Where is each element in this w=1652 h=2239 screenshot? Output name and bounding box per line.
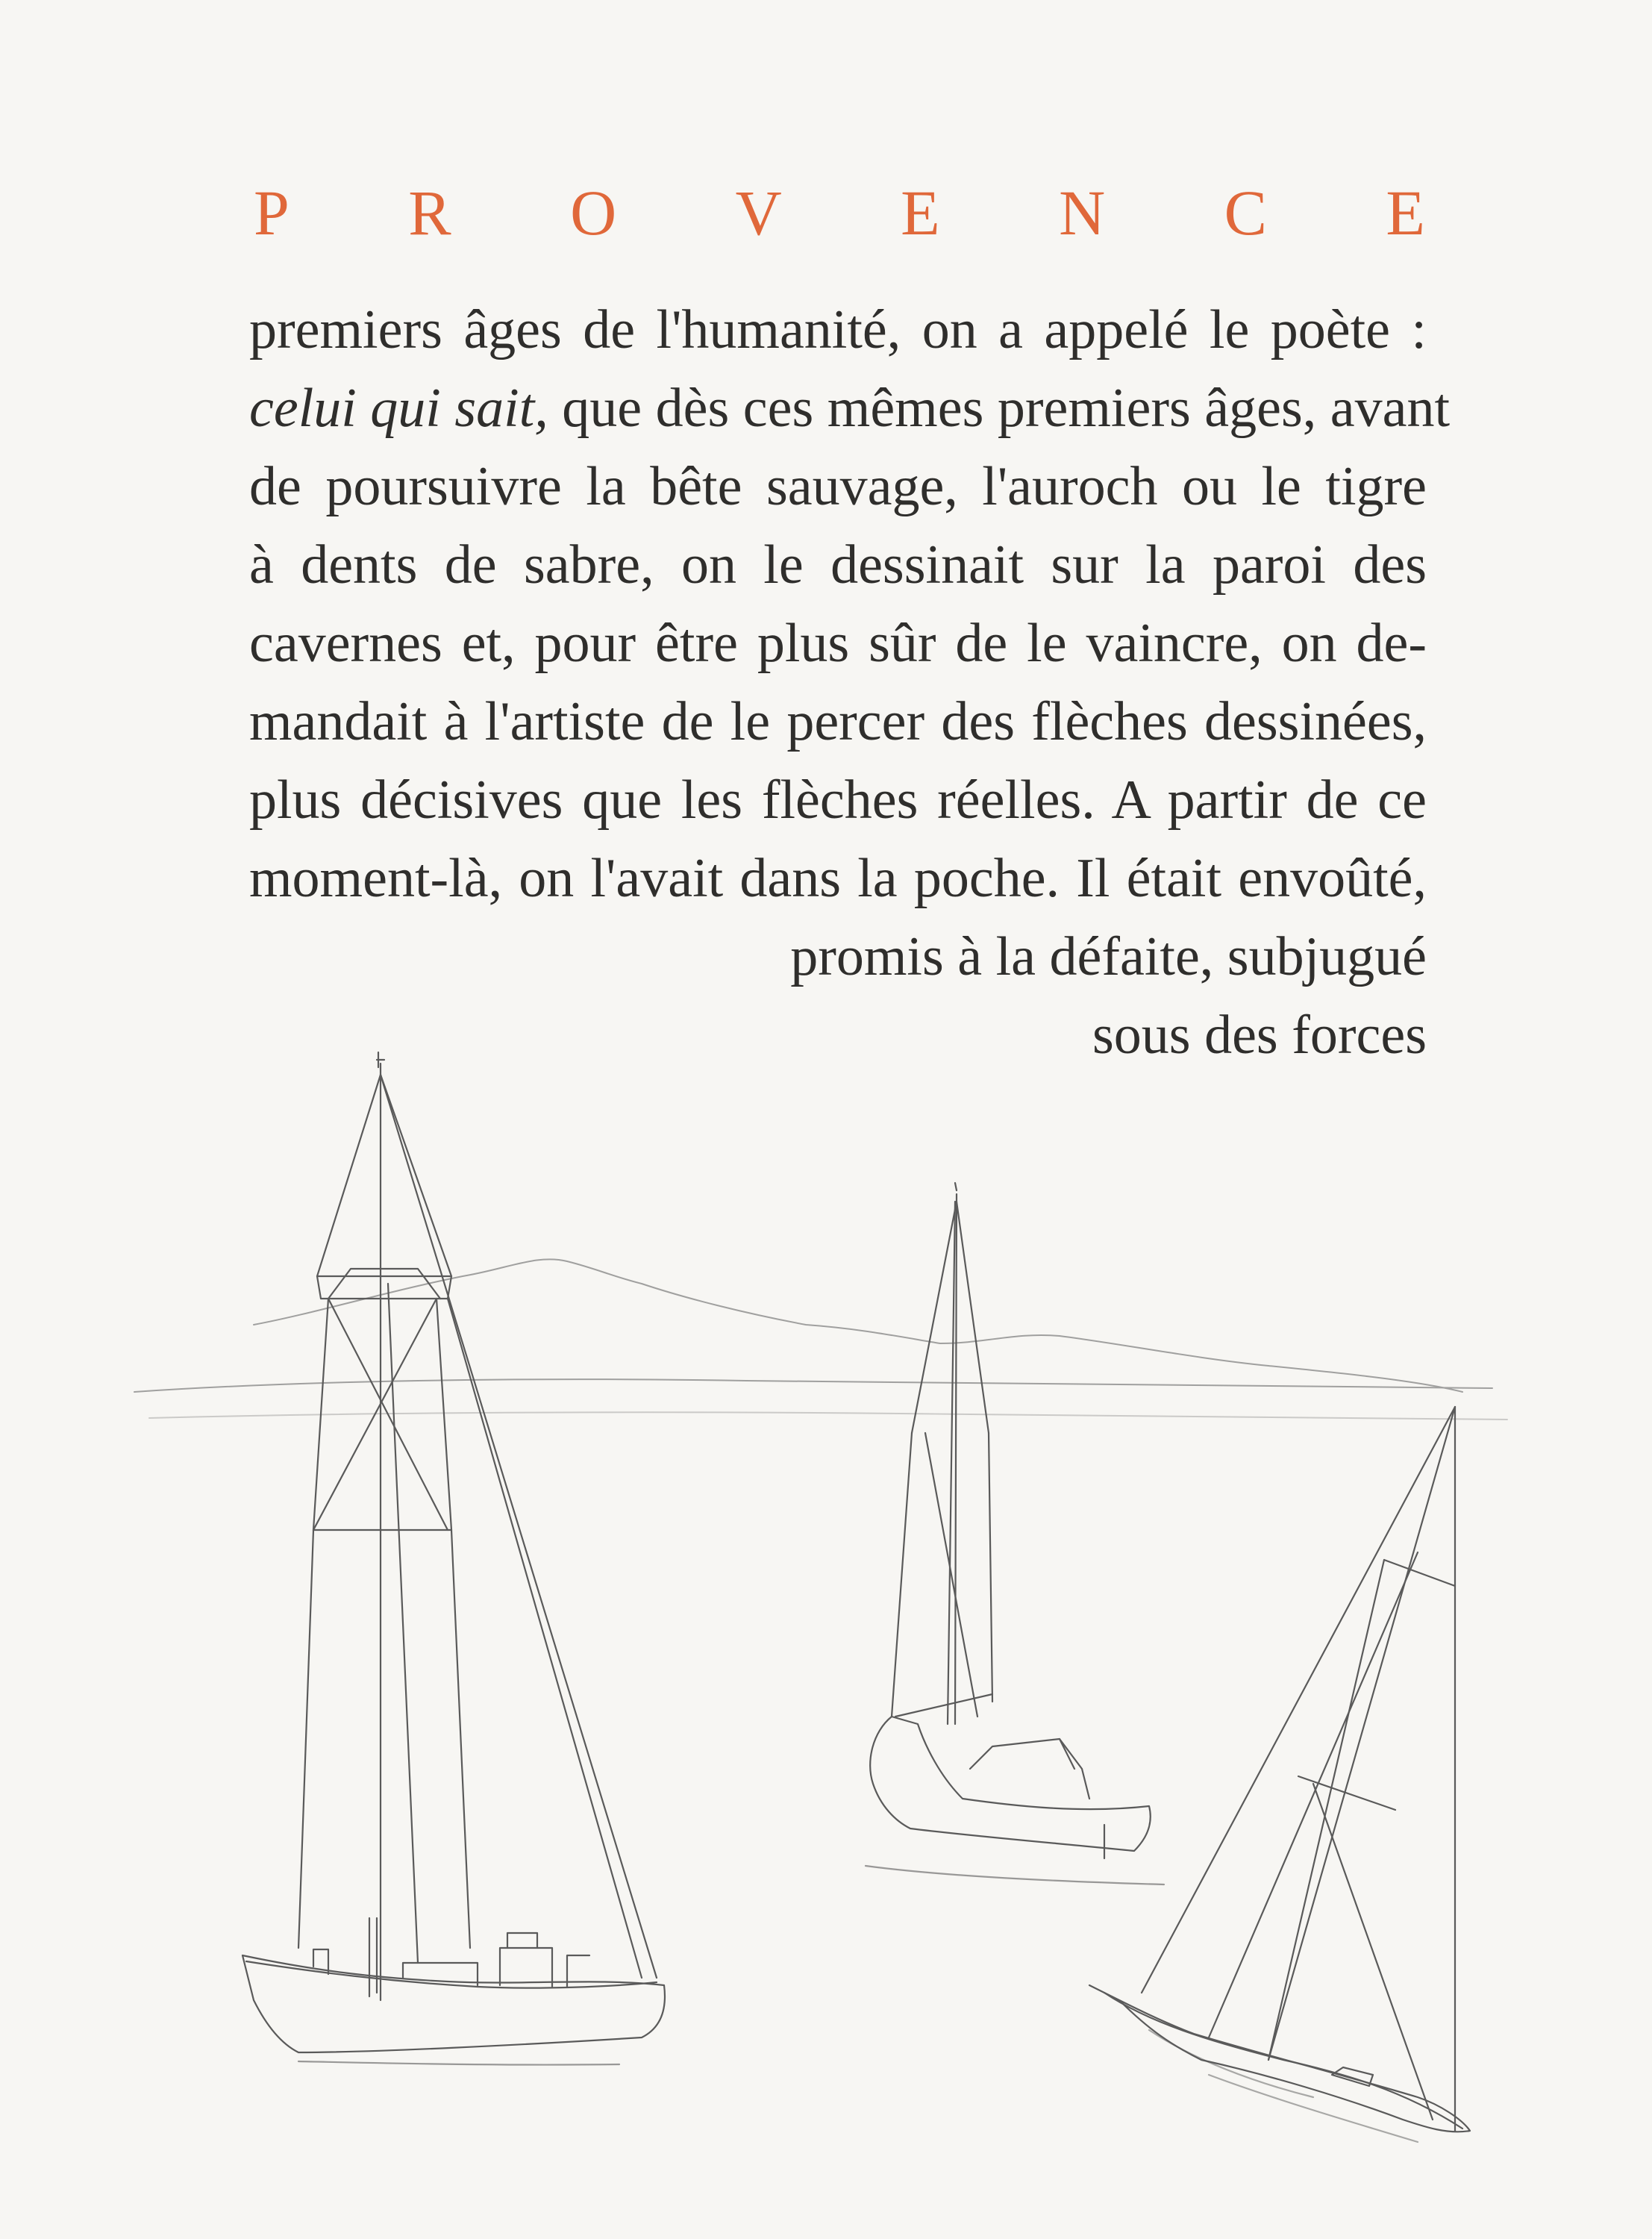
right-sailboat: [1089, 1407, 1470, 2142]
body-paragraph: [249, 291, 1451, 1075]
title-letter: C: [1224, 177, 1267, 249]
text-fragment: que dès ces mêmes premiers âges, avant: [548, 378, 1451, 439]
text-line: moment-là, on l'avait dans la poche. Il était envoûté,: [249, 848, 1427, 909]
title-letter: R: [408, 177, 451, 249]
text-line: de poursuivre la bête sauvage, l'auroch ou le tigre: [249, 456, 1427, 517]
title-letter: V: [735, 177, 782, 249]
text-line: promis à la défaite, subjugué: [790, 926, 1427, 987]
title-letter: N: [1059, 177, 1106, 249]
italic-phrase: celui qui sait,: [249, 378, 548, 439]
title-letter: E: [901, 177, 940, 249]
left-sailboat: [243, 1052, 665, 2065]
text-line: plus décisives que les flèches réelles. A partir de ce: [249, 769, 1427, 831]
text-line: cavernes et, pour être plus sûr de le vaincre, on de-: [249, 613, 1427, 674]
text-line: [249, 369, 1451, 448]
text-line: premiers âges de l'humanité, on a appelé le poète :: [249, 299, 1427, 360]
text-line: à dents de sabre, on le dessinait sur la paroi des: [249, 534, 1427, 596]
text-line: sous des forces: [1092, 1005, 1427, 1066]
page-title: [254, 175, 1425, 250]
text-line: mandait à l'artiste de le percer des flèches dessinées,: [249, 691, 1427, 752]
title-letter: E: [1386, 177, 1425, 249]
title-letter: O: [570, 177, 617, 249]
middle-sailboat: [866, 1183, 1164, 1884]
sailboats-sketch: [0, 1030, 1652, 2239]
title-letter: P: [254, 177, 290, 249]
